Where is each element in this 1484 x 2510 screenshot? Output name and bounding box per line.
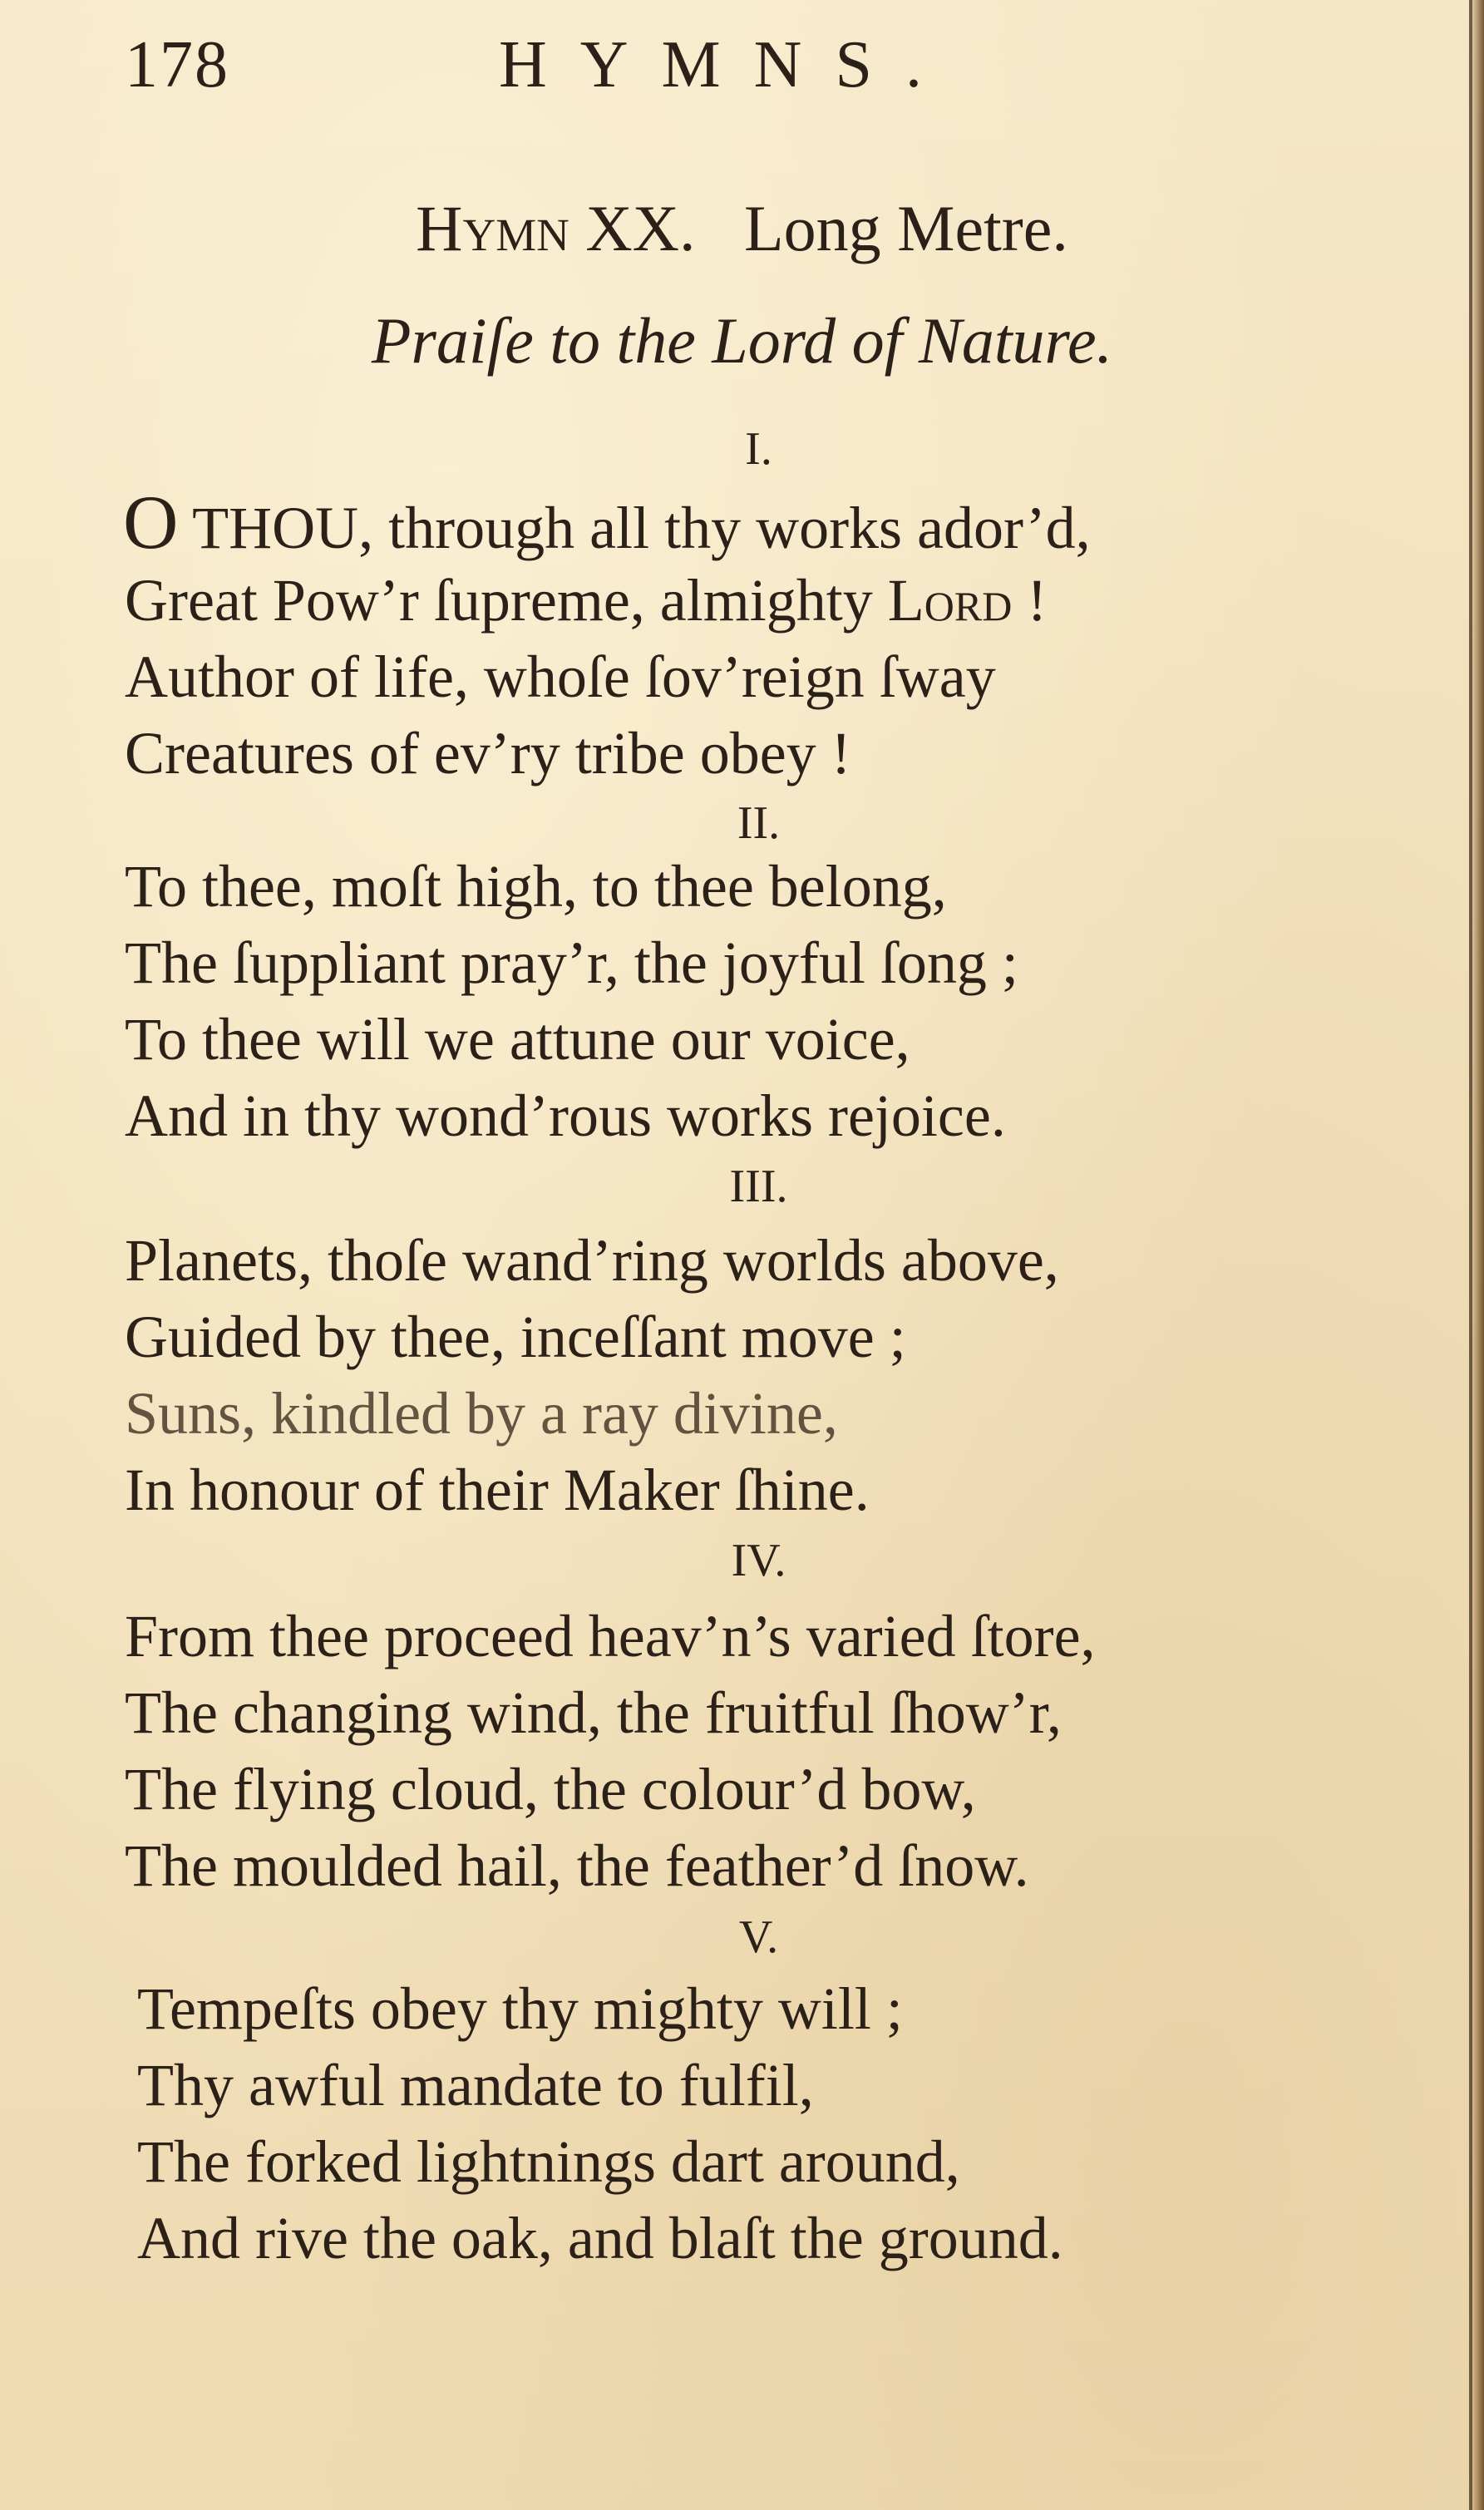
- verse-line: To thee will we attune our voice,: [125, 1006, 910, 1073]
- drop-cap: O: [123, 480, 179, 565]
- running-head: HYMNS.: [499, 28, 955, 101]
- verse-line-text: Great Pow’r ſupreme, almighty: [125, 567, 888, 634]
- verse-line: [123, 480, 1091, 566]
- stanza-number: I.: [745, 423, 772, 475]
- verse-line: To thee, moſt high, to thee belong,: [125, 853, 947, 920]
- hymn-title: [0, 187, 1484, 270]
- verse-line-text: !: [1012, 567, 1048, 634]
- verse-line: In honour of their Maker ſhine.: [125, 1457, 870, 1523]
- verse-line: The changing wind, the fruitful ſhow’r,: [125, 1679, 1062, 1746]
- verse-line: The flying cloud, the colour’d bow,: [125, 1756, 976, 1822]
- verse-line: Tempeſts obey thy mighty will ;: [137, 1975, 903, 2042]
- verse-line: Suns, kindled by a ray divine,: [125, 1380, 838, 1447]
- verse-line: The ſuppliant pray’r, the joyful ſong ;: [125, 930, 1018, 996]
- verse-line: Guided by thee, inceſſant move ;: [125, 1304, 906, 1370]
- verse-line: And in thy wond’rous works rejoice.: [125, 1082, 1006, 1149]
- hymn-subtitle: Praiſe to the Lord of Nature.: [371, 304, 1113, 377]
- verse-line: Planets, thoſe wand’ring worlds above,: [125, 1227, 1059, 1294]
- verse-line: [125, 562, 1047, 639]
- verse-line: The forked lightnings dart around,: [137, 2128, 960, 2195]
- stanza-number: III.: [729, 1161, 788, 1212]
- verse-line: And rive the oak, and blaſt the ground.: [137, 2205, 1063, 2271]
- verse-line: Creatures of ev’ry tribe obey !: [125, 720, 851, 787]
- stanza-number: II.: [737, 797, 781, 849]
- verse-line-text: THOU, through all thy works ador’d,: [178, 495, 1091, 561]
- stanza-number: V.: [738, 1911, 779, 1963]
- page-number: 178: [125, 28, 229, 101]
- verse-line-smallcaps: Lord: [887, 567, 1013, 634]
- verse-line: The moulded hail, the feather’d ſnow.: [125, 1832, 1029, 1899]
- verse-line: Thy awful mandate to fulfil,: [137, 2052, 814, 2118]
- verse-line: From thee proceed heav’n’s varied ſtore,: [125, 1603, 1096, 1669]
- page-header: [125, 23, 1388, 106]
- stanza-number: IV.: [731, 1535, 786, 1586]
- hymn-title-prefix: Hymn: [416, 192, 569, 264]
- hymn-title-rest: XX. Long Metre.: [569, 192, 1068, 264]
- verse-line: Author of life, whoſe ſov’reign ſway: [125, 644, 996, 710]
